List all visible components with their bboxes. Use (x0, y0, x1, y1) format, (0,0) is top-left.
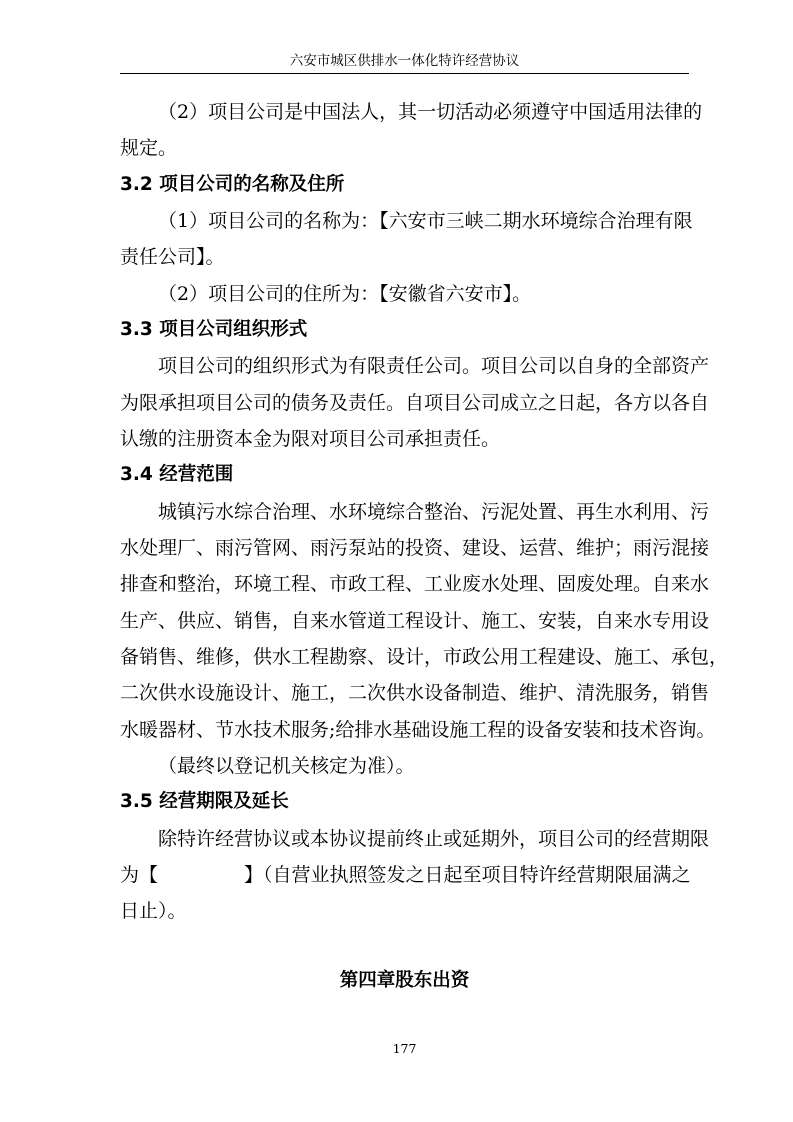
section-heading-3-5: 3.5 经营期限及延长 (120, 791, 289, 812)
paragraph-line: 为限承担项目公司的债务及责任。自项目公司成立之日起，各方以各自 (120, 392, 710, 414)
section-heading-3-3: 3.3 项目公司组织形式 (120, 319, 308, 340)
chapter-title: 第四章股东出资 (339, 970, 470, 991)
paragraph-line: （2）项目公司的住所为：【安徽省六安市】。 (158, 283, 532, 305)
paragraph-line: 责任公司】。 (120, 246, 225, 268)
paragraph-line: 认缴的注册资本金为限对项目公司承担责任。 (120, 428, 501, 450)
section-heading-3-4: 3.4 经营范围 (120, 464, 234, 485)
section-heading-3-2: 3.2 项目公司的名称及住所 (120, 174, 345, 195)
paragraph-line: 生产、供应、销售，自来水管道工程设计、施工、安装，自来水专用设 (120, 610, 710, 632)
paragraph-line: 排查和整治，环境工程、市政工程、工业废水处理、固废处理。自来水 (120, 573, 710, 595)
bracket-open-text: 为【 (120, 864, 159, 886)
paragraph-line: 城镇污水综合治理、水环境综合整治、污泥处置、再生水利用、污 (158, 501, 710, 523)
paragraph-line: 备销售、维修，供水工程勘察、设计，市政公用工程建设、施工、承包， (120, 646, 729, 668)
paragraph-line: 项目公司的组织形式为有限责任公司。项目公司以自身的全部资产 (158, 355, 710, 377)
paragraph-line: 除特许经营协议或本协议提前终止或延期外，项目公司的经营期限 (158, 828, 710, 850)
header-rule (120, 73, 689, 74)
paragraph-line: 规定。 (120, 137, 178, 159)
paragraph-line: （1）项目公司的名称为：【六安市三峡二期水环境综合治理有限 (158, 210, 693, 232)
page-number: 177 (392, 1041, 417, 1056)
paragraph-line: （最终以登记机关核定为准）。 (158, 755, 415, 777)
header-title: 六安市城区供排水一体化特许经营协议 (289, 53, 520, 69)
paragraph-line: 二次供水设施设计、施工，二次供水设备制造、维护、清洗服务，销售 (120, 682, 710, 704)
paragraph-line: 水处理厂、雨污管网、雨污泵站的投资、建设、运营、维护；雨污混接 (120, 537, 710, 559)
paragraph-line: （2）项目公司是中国法人，其一切活动必须遵守中国适用法律的 (158, 101, 703, 123)
bracket-close-text: 】（自营业执照签发之日起至项目特许经营期限届满之 (244, 864, 691, 886)
paragraph-line: 日止）。 (120, 900, 187, 922)
paragraph-line (120, 861, 689, 889)
paragraph-line: 水暖器材、节水技术服务;给排水基础设施工程的设备安装和技术咨询。 (120, 719, 716, 741)
